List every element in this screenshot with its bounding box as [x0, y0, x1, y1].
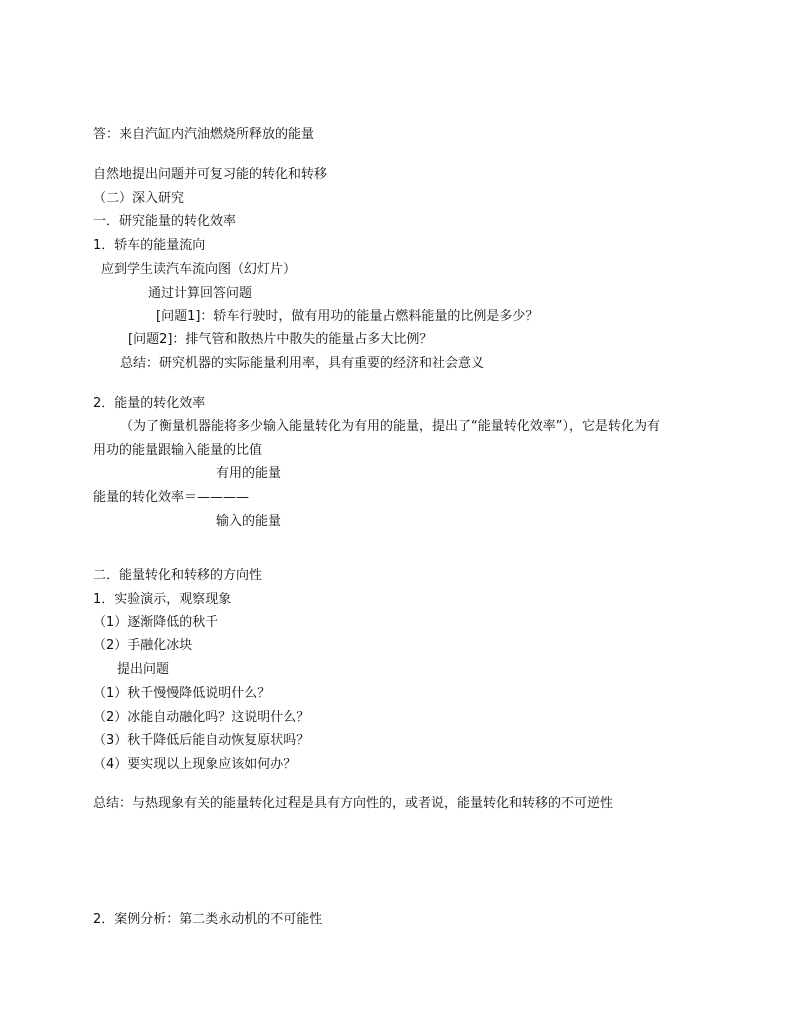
- list-item: （2）手融化冰块: [93, 638, 193, 653]
- list-item: （3）秋千降低后能自动恢复原状吗？: [93, 733, 310, 748]
- question-2: [问题2]：排气管和散热片中散失的能量占多大比例？: [128, 332, 433, 347]
- list-item: （2）冰能自动融化吗？这说明什么？: [93, 710, 310, 725]
- question-1: [问题1]：轿车行驶时，做有用功的能量占燃料能量的比例是多少？: [156, 309, 539, 324]
- list-item: （1）逐渐降低的秋千: [93, 615, 219, 630]
- formula-line: 能量的转化效率＝————: [93, 490, 250, 505]
- summary-line: 总结：研究机器的实际能量利用率，具有重要的经济和社会意义: [120, 356, 485, 371]
- note-line: 自然地提出问题并可复习能的转化和转移: [93, 167, 328, 182]
- subheading-car-energy-flow: 1．轿车的能量流向: [93, 238, 206, 253]
- text-line: 提出问题: [117, 662, 170, 677]
- subheading-conversion-efficiency: 2．能量的转化效率: [93, 396, 206, 411]
- text-line: 通过计算回答问题: [148, 286, 253, 301]
- list-item: （4）要实现以上现象应该如何办？: [93, 757, 297, 772]
- paragraph-line: （为了衡量机器能将多少输入能量转化为有用的能量，提出了“能量转化效率”），它是转化为有: [120, 419, 660, 434]
- formula-denominator: 输入的能量: [216, 514, 282, 529]
- text-line: 应到学生读汽车流向图（幻灯片）: [101, 262, 297, 277]
- summary-line: 总结：与热现象有关的能量转化过程是具有方向性的，或者说，能量转化和转移的不可逆性: [93, 796, 614, 811]
- paragraph-line: 用功的能量跟输入能量的比值: [93, 443, 263, 458]
- section-heading-deep-study: （二）深入研究: [93, 191, 185, 206]
- formula-numerator: 有用的能量: [216, 466, 282, 481]
- list-item: （1）秋千慢慢降低说明什么？: [93, 686, 271, 701]
- subheading-experiment: 1．实验演示，观察现象: [93, 592, 232, 607]
- subheading-case-analysis: 2．案例分析：第二类永动机的不可能性: [93, 912, 323, 927]
- heading-efficiency: 一．研究能量的转化效率: [93, 214, 237, 229]
- answer-line: 答：来自汽缸内汽油燃烧所释放的能量: [93, 127, 315, 142]
- heading-directionality: 二．能量转化和转移的方向性: [93, 568, 263, 583]
